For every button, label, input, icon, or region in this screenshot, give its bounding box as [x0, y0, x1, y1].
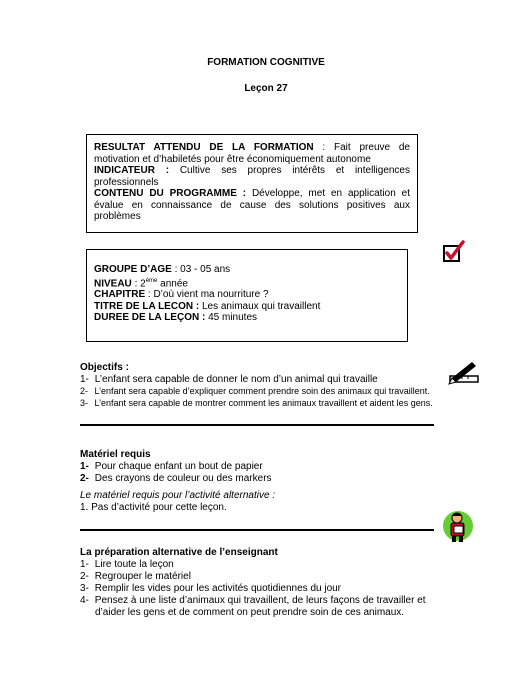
lesson-duration — [94, 312, 400, 324]
alt-materials-title: Le matériel requis pour l’activité alternative : — [80, 490, 276, 501]
materials-title: Matériel requis — [80, 449, 151, 460]
preparation-item — [80, 583, 341, 595]
level-label: NIVEAU — [94, 277, 132, 289]
preparation-item — [80, 571, 191, 583]
material-text: Pour chaque enfant un bout de papier — [94, 461, 263, 472]
lesson-title — [94, 301, 400, 313]
preparation-num: 4- — [80, 595, 89, 606]
objective-item — [80, 386, 430, 398]
material-item — [80, 461, 263, 473]
outcome-sep: : — [313, 142, 335, 153]
objective-text: L’enfant sera capable de montrer comment les animaux travaillent et aident les gens. — [94, 398, 433, 408]
page-title: FORMATION COGNITIVE — [207, 57, 325, 68]
preparation-num: 3- — [80, 583, 89, 594]
preparation-item-continued: d’aider les gens et de comment on peut prendre soin de ces animaux. — [95, 607, 405, 618]
indicator-label: INDICATEUR : — [94, 165, 170, 176]
preparation-title: La préparation alternative de l’enseignant — [80, 547, 278, 558]
child-reading-icon — [442, 508, 474, 544]
age-group-label: GROUPE D’AGE — [94, 264, 172, 275]
material-item — [80, 473, 272, 485]
indicator-text: Cultive ses propres intérêts et intelligences professionnels — [94, 165, 410, 188]
preparation-num: 2- — [80, 571, 89, 582]
objective-text: L’enfant sera capable de donner le nom d’un animal qui travaille — [94, 374, 378, 385]
level — [94, 276, 400, 290]
level-value: : 2 — [131, 277, 146, 289]
chapter — [94, 289, 400, 301]
checkbox-check-icon — [441, 240, 465, 264]
lesson-title-value: Les animaux qui travaillent — [199, 300, 321, 312]
objective-item — [80, 374, 378, 386]
preparation-item — [80, 559, 174, 571]
lesson-duration-label: DUREE DE LA LEÇON : — [94, 312, 206, 324]
preparation-text: Pensez à une liste d’animaux qui travaillent, de leurs façons de travailler et — [94, 595, 426, 606]
chapter-label: CHAPITRE — [94, 289, 146, 301]
lesson-duration-value: 45 minutes — [205, 312, 258, 324]
material-num: 2- — [80, 473, 89, 484]
preparation-text: Remplir les vides pour les activités quotidiennes du jour — [94, 583, 342, 594]
preparation-item — [80, 595, 426, 607]
lesson-title-label: TITRE DE LA LECON : — [94, 300, 200, 312]
program-label: CONTENU DU PROGRAMME : — [94, 188, 247, 199]
material-text: Des crayons de couleur ou des markers — [94, 473, 272, 484]
age-group — [94, 264, 400, 276]
lesson-info-box — [86, 249, 408, 342]
program-paragraph — [94, 188, 410, 223]
outcome-label: RESULTAT ATTENDU DE LA FORMATION — [94, 142, 314, 153]
material-num: 1- — [80, 461, 89, 472]
chapter-value: : D’où vient ma nourriture ? — [145, 289, 269, 301]
alt-material-item: 1. Pas d’activité pour cette leçon. — [80, 502, 227, 513]
outcome-paragraph — [94, 142, 410, 165]
level-suffix: année — [157, 277, 188, 289]
pencil-ruler-icon — [446, 360, 484, 388]
program-text: Développe, met en application et évalue en connaissance de cause des solutions positives aux problèmes — [94, 188, 410, 222]
objective-num: 1- — [80, 374, 89, 385]
level-sup: ème — [145, 277, 158, 284]
objective-num: 3- — [80, 398, 89, 408]
lesson-number: Leçon 27 — [244, 83, 288, 94]
outcome-box — [86, 134, 418, 233]
preparation-num: 1- — [80, 559, 89, 570]
objective-item — [80, 398, 433, 410]
age-group-value: : 03 - 05 ans — [171, 264, 231, 275]
objectives-title: Objectifs : — [80, 362, 129, 373]
preparation-text: Lire toute la leçon — [94, 559, 174, 570]
outcome-text: Fait preuve de motivation et d’habiletés pour être économiquement autonome — [94, 142, 410, 165]
section-divider — [80, 424, 434, 426]
objective-text: L’enfant sera capable d’expliquer comment prendre soin des animaux qui travaillent. — [94, 386, 430, 396]
preparation-text: Regrouper le matériel — [94, 571, 191, 582]
objective-num: 2- — [80, 386, 89, 396]
section-divider — [80, 529, 434, 531]
indicator-paragraph — [94, 165, 410, 188]
